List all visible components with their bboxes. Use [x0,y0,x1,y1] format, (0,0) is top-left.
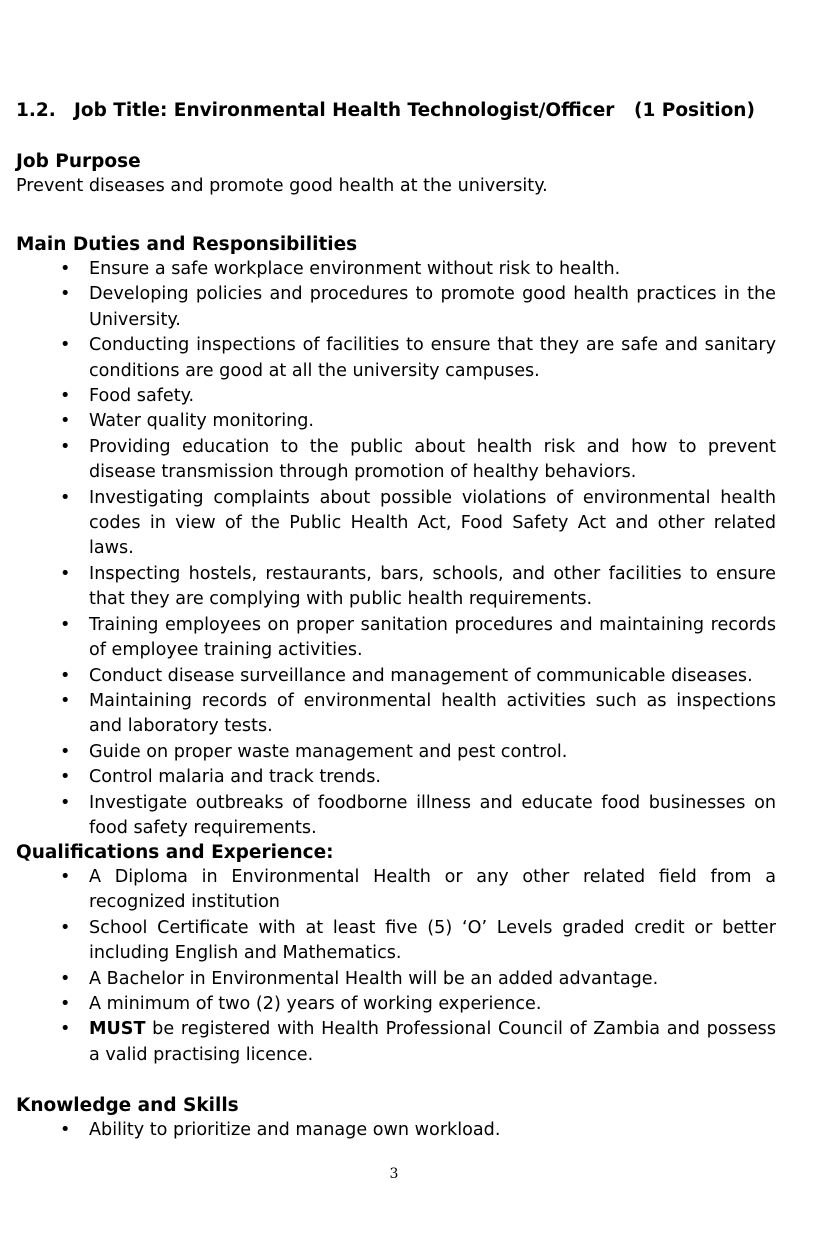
skills-section [16,1094,776,1143]
list-item [16,865,776,916]
list-item [16,916,776,967]
bullet-icon: • [60,792,71,813]
list-item [16,257,776,282]
list-item [16,791,776,842]
list-item [16,333,776,384]
bullet-icon: • [60,614,71,635]
bullet-icon: • [60,436,71,457]
list-item [16,967,776,992]
page-number: 3 [389,1166,399,1182]
must-emphasis: MUST [89,1019,146,1040]
duties-heading: Main Duties and Responsibilities [16,234,358,255]
bullet-icon: • [60,411,71,432]
list-item [16,435,776,486]
list-item [16,765,776,790]
section-number: 1.2. [16,100,56,121]
bullet-icon: • [60,284,71,305]
list-item-text: Developing policies and procedures to promote good health practices in the University. [89,284,776,330]
list-item-text: A Bachelor in Environmental Health will be an added advantage. [89,968,659,989]
list-item-text: Conduct disease surveillance and management of communicable diseases. [89,665,753,686]
list-item-text: A Diploma in Environmental Health or any other related field from a recognized institution [89,867,776,913]
list-item [16,486,776,562]
list-item-text: Ability to prioritize and manage own workload. [89,1120,501,1140]
job-purpose-text: Prevent diseases and promote good health at the university. [16,176,548,196]
list-item [16,282,776,333]
list-item-text: Control malaria and track trends. [89,767,381,788]
list-item-text: Inspecting hostels, restaurants, bars, schools, and other facilities to ensure that they are complying with public health requirements. [89,563,776,610]
bullet-icon: • [60,487,71,508]
bullet-icon: • [60,386,71,407]
list-item [16,992,776,1017]
list-item-text: Ensure a safe workplace environment without risk to health. [89,259,621,279]
list-item [16,384,776,409]
list-item-text: Water quality monitoring. [89,411,315,432]
job-purpose-section [16,150,776,199]
list-item [16,664,776,689]
list-item-text: Conducting inspections of facilities to ensure that they are safe and sanitary conditions are good at all the university campuses. [89,335,776,381]
list-item-text: Maintaining records of environmental health activities such as inspections and laboratory tests. [89,690,776,737]
skills-heading: Knowledge and Skills [16,1095,239,1116]
list-item [16,409,776,434]
position-count: (1 Position) [634,100,755,121]
list-item [16,740,776,765]
job-title: Job Title: Environmental Health Technologist/Officer [74,100,615,121]
bullet-icon: • [60,741,71,762]
bullet-icon: • [60,259,71,279]
qualifications-list [16,865,776,1068]
list-item-text: Guide on proper waste management and pest control. [89,741,568,762]
list-item-text: Training employees on proper sanitation procedures and maintaining records of employee training activities. [89,614,776,661]
list-item-text: Investigating complaints about possible violations of environmental health codes in view of the Public Health Act, Food Safety Act and other related laws. [89,487,776,559]
bullet-icon: • [60,335,71,356]
bullet-icon: • [60,563,71,584]
duties-section [16,233,776,841]
list-item-text: Providing education to the public about health risk and how to prevent disease transmission through promotion of healthy behaviors. [89,436,776,483]
list-item [16,613,776,664]
bullet-icon: • [60,994,71,1015]
bullet-icon: • [60,767,71,788]
list-item [16,562,776,613]
bullet-icon: • [60,665,71,686]
list-item [16,1017,776,1068]
bullet-icon: • [60,968,71,989]
list-item-text: Food safety. [89,386,195,407]
bullet-icon: • [60,1019,71,1040]
list-item [16,689,776,740]
qualifications-section [16,841,776,1068]
list-item-text: be registered with Health Professional Council of Zambia and possess a valid practising licence. [89,1019,776,1065]
list-item-text: A minimum of two (2) years of working experience. [89,994,542,1015]
bullet-icon: • [60,917,71,938]
list-item [16,1118,776,1143]
bullet-icon: • [60,867,71,887]
skills-list [16,1118,776,1143]
list-item-text: School Certificate with at least five (5) ‘O’ Levels graded credit or better including English and Mathematics. [89,917,776,964]
qualifications-heading: Qualifications and Experience: [16,842,334,863]
bullet-icon: • [60,1120,71,1140]
list-item-text: Investigate outbreaks of foodborne illness and educate food businesses on food safety requirements. [89,792,776,838]
bullet-icon: • [60,690,71,711]
job-purpose-heading: Job Purpose [16,151,141,172]
duties-list [16,257,776,841]
